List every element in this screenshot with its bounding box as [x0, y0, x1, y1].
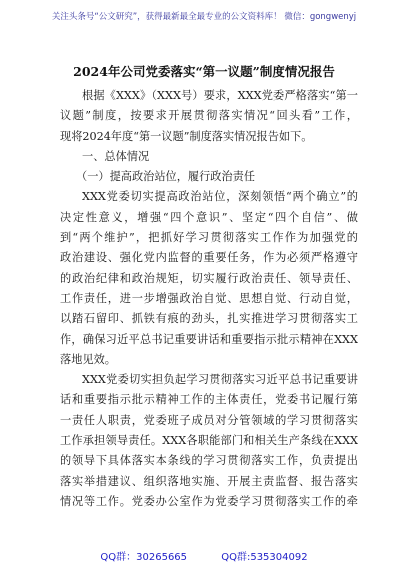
paragraph-line: 的政治纪律和政治规矩，切实履行政治责任、领导责任、	[60, 271, 358, 285]
paragraph-line: 到“两个维护”，把抓好学习贯彻落实工作作为加强党的	[60, 231, 358, 245]
promo-banner[interactable]: 关注头条号“公文研究”，获得最新最全最专业的公文资料库！ 微信：gongwenyj	[51, 12, 357, 22]
paragraph-line: XXX党委切实提高政治站位，深刻领悟“两个确立”的	[82, 190, 358, 204]
footer-contact	[0, 548, 408, 563]
paragraph-line: 工作承担领导责任。XXX各职能部门和相关生产条线在XXX	[60, 434, 358, 448]
paragraph-line: 根据《XXX》（XXX号）要求，XXX党委严格落实“第一	[82, 89, 358, 102]
paragraph-line: 落地见效。	[60, 352, 116, 366]
paragraph-line: 现将2024年度“第一议题”制度落实情况报告如下。	[60, 129, 313, 143]
paragraph-line: XXX党委切实担负起学习贯彻落实习近平总书记重要讲	[82, 373, 358, 387]
subsection-heading: （一）提高政治站位，履行政治责任	[76, 170, 256, 184]
document-body	[60, 86, 358, 512]
paragraph-line: 以踏石留印、抓铁有痕的劲头，扎实推进学习贯彻落实工	[60, 312, 358, 326]
section-heading: 一、总体情况	[82, 149, 150, 163]
qq-group-1[interactable]: QQ群：30265665	[100, 552, 188, 563]
paragraph-line: 的领导下具体落实本条线的学习贯彻落实工作，负责提出	[60, 454, 358, 468]
paragraph-line: 话和重要指示批示精神工作的主体责任，党委书记履行第	[60, 393, 358, 407]
qq-group-2[interactable]: QQ群:535304092	[221, 552, 308, 563]
paragraph-line: 工作责任，进一步增强政治自觉、思想自觉、行动自觉，	[60, 291, 358, 305]
paragraph-line: 决定性意义，增强“四个意识”、坚定“四个自信”、做	[60, 210, 358, 224]
paragraph-line: 情况等工作。党委办公室作为党委学习贯彻落实工作的牵	[60, 494, 358, 508]
paragraph-line: 作，确保习近平总书记重要讲话和重要指示批示精神在XXX	[60, 332, 358, 346]
paragraph-line: 一责任人职责，党委班子成员对分管领域的学习贯彻落实	[60, 413, 358, 427]
paragraph-line: 议题”制度，按要求开展贯彻落实情况“回头看”工作，	[60, 109, 358, 123]
paragraph-line: 落实举措建议、组织落地实施、开展主责监督、报告落实	[60, 474, 358, 488]
paragraph-line: 政治建设、强化党内监督的重要任务，作为必须严格遵守	[60, 251, 358, 265]
document-title: 2024年公司党委落实“第一议题”制度情况报告	[73, 64, 335, 79]
